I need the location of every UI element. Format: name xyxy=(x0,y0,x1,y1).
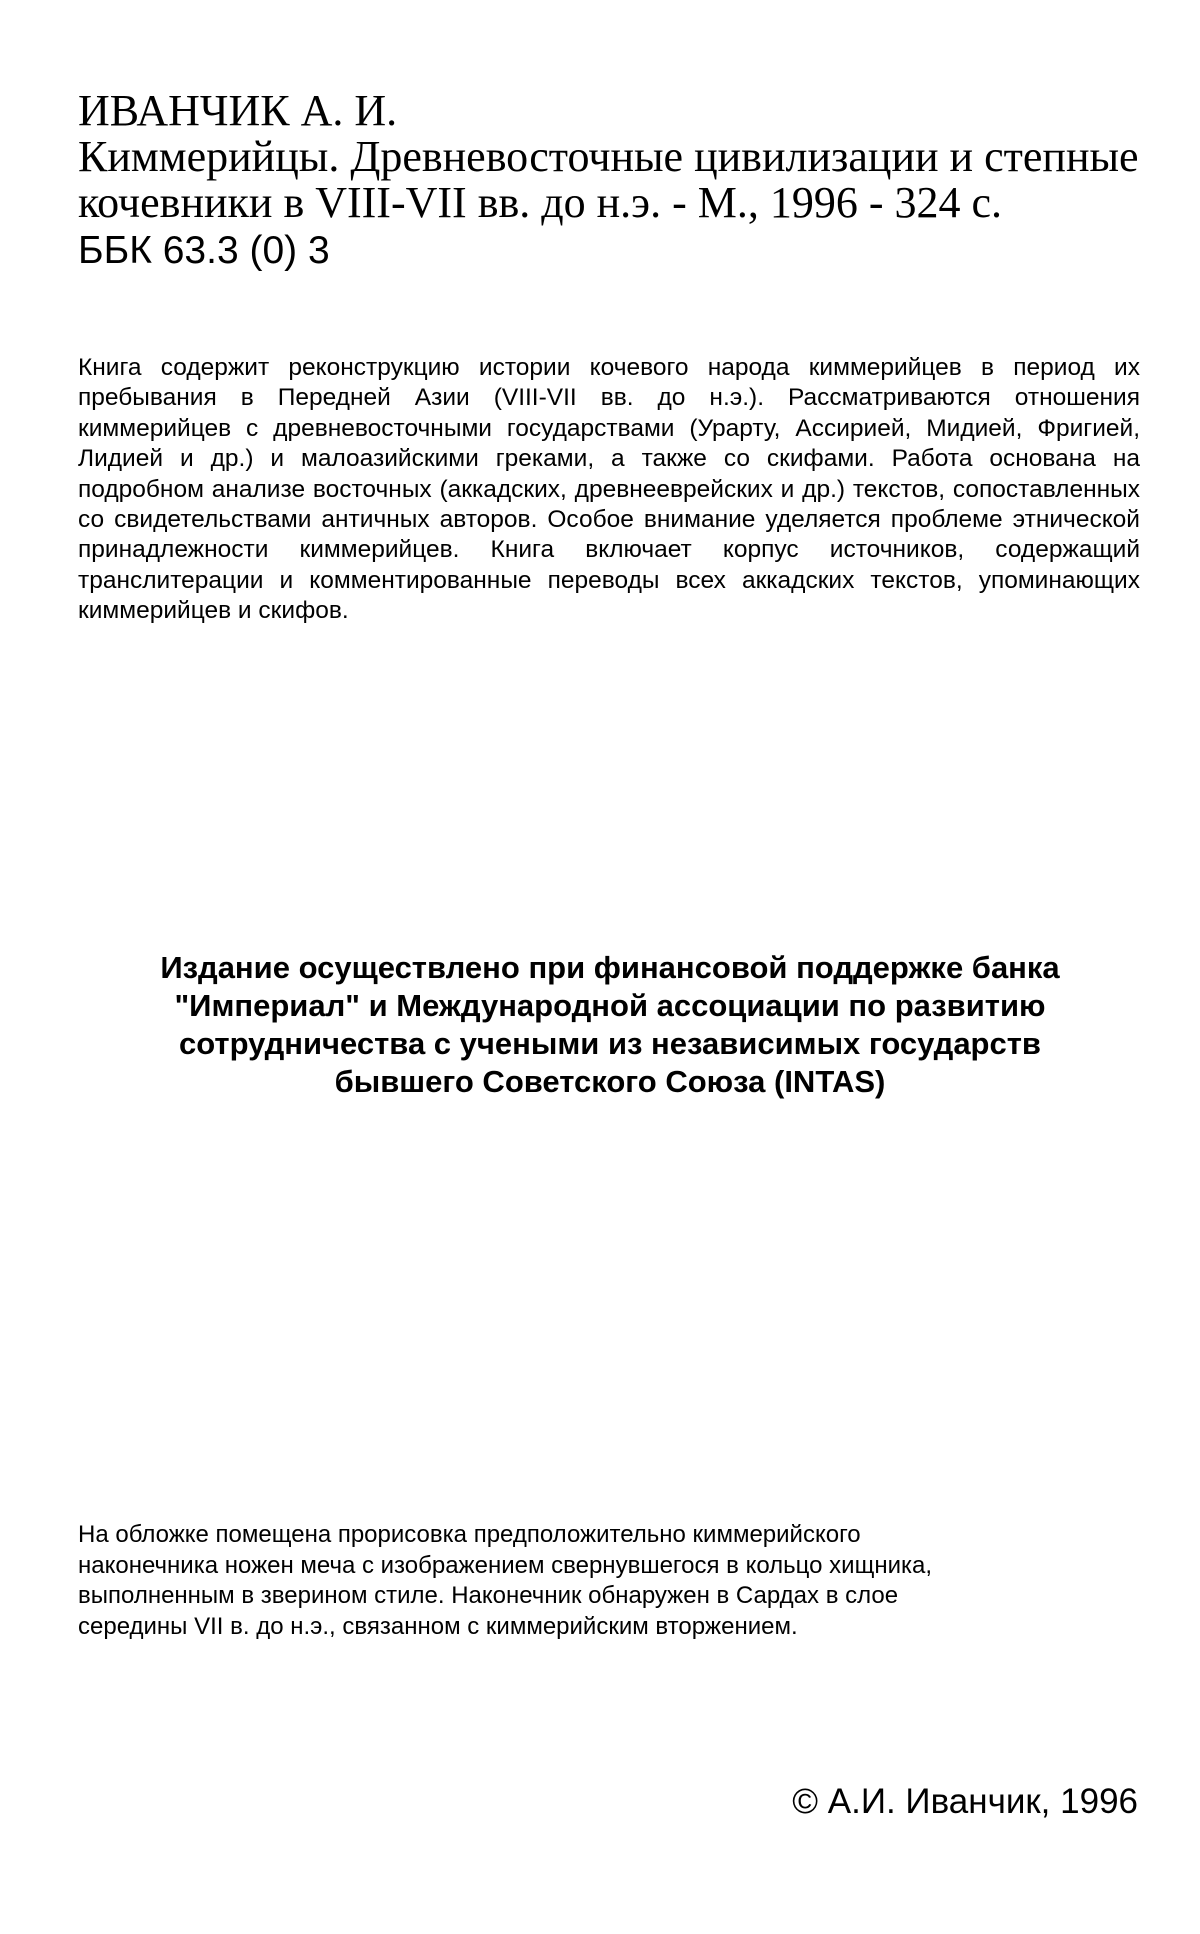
cover-description xyxy=(78,1520,1138,1642)
cover-description-line-1: На обложке помещена прорисовка предположительно киммерийского xyxy=(78,1520,1138,1551)
sponsor-note-line-2: "Империал" и Международной ассоциации по развитию xyxy=(80,987,1140,1025)
bibliographic-header xyxy=(78,88,1138,274)
cover-description-line-2: наконечника ножен меча с изображением свернувшегося в кольцо хищника, xyxy=(78,1551,1138,1582)
sponsor-note-line-1: Издание осуществлено при финансовой поддержке банка xyxy=(80,949,1140,987)
sponsor-note-line-3: сотрудничества с учеными из независимых государств xyxy=(80,1025,1140,1063)
book-title-line-1: Киммерийцы. Древневосточные цивилизации и степные xyxy=(78,134,1138,180)
cover-description-line-3: выполненным в зверином стиле. Наконечник обнаружен в Сардах в слое xyxy=(78,1581,1138,1612)
book-title-line-2: кочевники в VIII-VII вв. до н.э. - М., 1996 - 324 с. xyxy=(78,180,1138,226)
book-annotation: Книга содержит реконструкцию истории кочевого народа киммерийцев в период их пребывания в Передней Азии (VIII-VII вв. до н.э.). Рассматриваются отношения киммерийцев с древневосточными государствами (Урарту, Ассирией, Мидией, Фригией, Лидией и др.) и малоазийскими греками, а также со скифами. Работа основана на подробном анализе восточных (аккадских, древнееврейских и др.) текстов, сопоставленных со свидетельствами антич­ных авторов. Особое внимание уделяется проблеме этнической принадлеж­ности киммерийцев. Книга включает корпус источников, содержащий транслитерации и комментированные переводы всех аккадских текстов, упоминающих киммерийцев и скифов. xyxy=(78,353,1140,627)
author-name: ИВАНЧИК А. И. xyxy=(78,88,1138,134)
cover-description-line-4: середины VII в. до н.э., связанном с киммерийским вторжением. xyxy=(78,1612,1138,1643)
bbk-classification: ББК 63.3 (0) 3 xyxy=(78,228,1138,274)
book-imprint-page xyxy=(0,0,1200,1934)
copyright-notice: © А.И. Иванчик, 1996 xyxy=(792,1782,1138,1822)
sponsor-note-line-4: бывшего Советского Союза (INTAS) xyxy=(80,1063,1140,1101)
sponsor-note xyxy=(80,949,1140,1101)
